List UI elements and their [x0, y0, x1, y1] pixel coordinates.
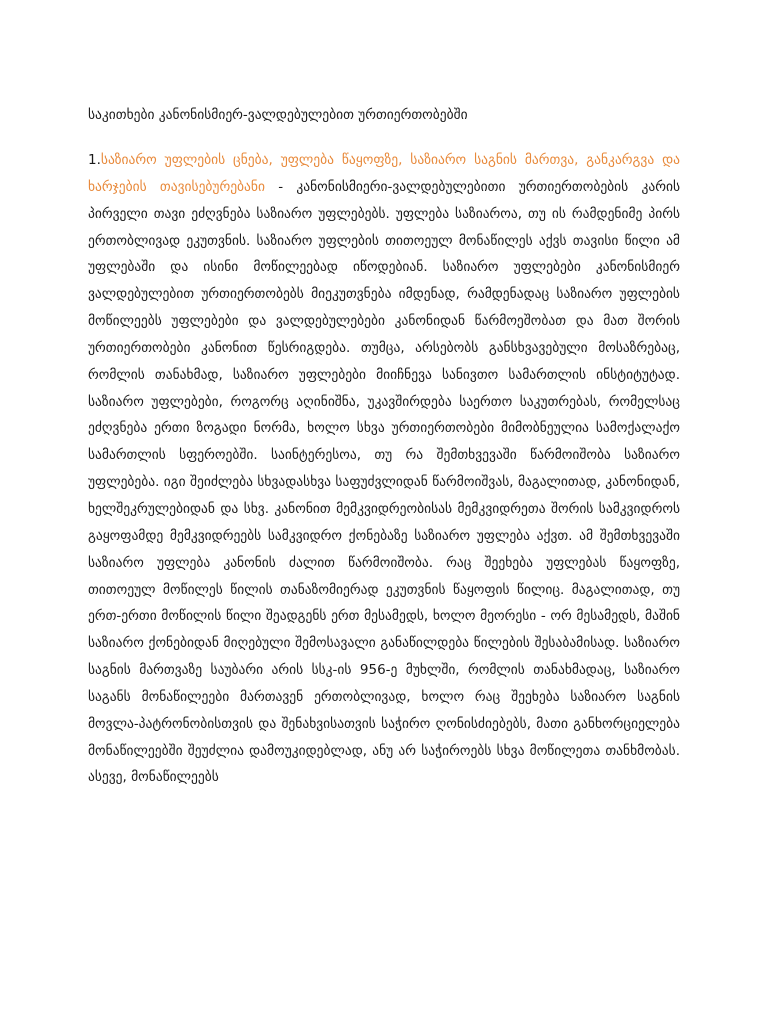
section-body-text: - კანონისმიერი-ვალდებულებითი ურთიერთობების კარის პირველი თავი ეძღვნება საზიარო უფლებებს. უფლება საზიაროა, თუ ის რამდენიმე პირს ერთობლივად ეკუთვნის. საზიარო უფლების თითოეულ მონაწილეს აქვს თავისი წილი ამ უფლებაში და ისინი მოწილეებად იწოდებიან. საზიარო უფლებები კანონისმიერ ვალდებულებით ურთიერთობებს მიეკუთვნება იმდენად, რამდენადაც საზიარო უფლების მოწილეებს უფლებები და ვალდებულებები კანონიდან წარმოეშობათ და მათ შორის ურთიერთობები კანონით წესრიგდება. თუმცა, არსებობს განსხვავებული მოსაზრებაც, რომლის თანახმად, საზიარო უფლებები მიიჩნევა სანივთო სამართლის ინსტიტუტად. საზიარო უფლებები, როგორც აღინიშნა, უკავშირდება საერთო საკუთრებას, რომელსაც ეძღვნება ერთი ზოგადი ნორმა, ხოლო სხვა ურთიერთობები მიმობნეულია სამოქალაქო სამართლის სფეროებში. საინტერესოა, თუ რა შემთხვევაში წარმოიშობა საზიარო უფლებება. იგი შეიძლება სხვადასხვა საფუძვლიდან წარმოიშვას, მაგალითად, კანონიდან, ხელშეკრულებიდან და სხვ. კანონით მემკვიდრეობისას მემკვიდრეთა შორის სამკვიდროს გაყოფამდე მემკვიდრეებს სამკვიდრო ქონებაზე საზიარო უფლება აქვთ. ამ შემთხვევაში საზიარო უფლება კანონის ძალით წარმოიშობა. რაც შეეხება უფლებას წაყოფზე, თითოეულ მოწილეს წილის თანაზომიერად ეკუთვნის წაყოფის წილიც. მაგალითად, თუ ერთ-ერთი მოწილის წილი შეადგენს ერთ მესამედს, ხოლო მეორესი - ორ მესამედს, მაშინ საზიარო ქონებიდან მიღებული შემოსავალი განაწილდება წილების შესაბამისად. საზიარო საგნის მართვაზე საუბარი არის სსკ-ის 956-ე მუხლში, რომლის თანახმადაც, საზიარო საგანს მონაწილეები მართავენ ერთობლივად, ხოლო რაც შეეხება საზიარო საგნის მოვლა-პატრონობისთვის და შენახვისათვის საჭირო ღონისძიებებს, მათი განხორციელება მონაწილეებში შეუძლია დამოუკიდებლად, ანუ არ საჭიროებს სხვა მოწილეთა თანხმობას. ასევე, მონაწილეებს	[88, 178, 681, 786]
document-title: საკითხები კანონისმიერ-ვალდებულებით ურთიერთობებში	[88, 107, 468, 123]
section-number: 1.	[88, 152, 101, 168]
section-heading: საზიარო უფლების ცნება, უფლება წაყოფზე, საზიარო საგნის მართვა, განკარგვა და ხარჯების თავისებურებანი	[88, 152, 680, 195]
section-paragraph	[88, 147, 680, 791]
